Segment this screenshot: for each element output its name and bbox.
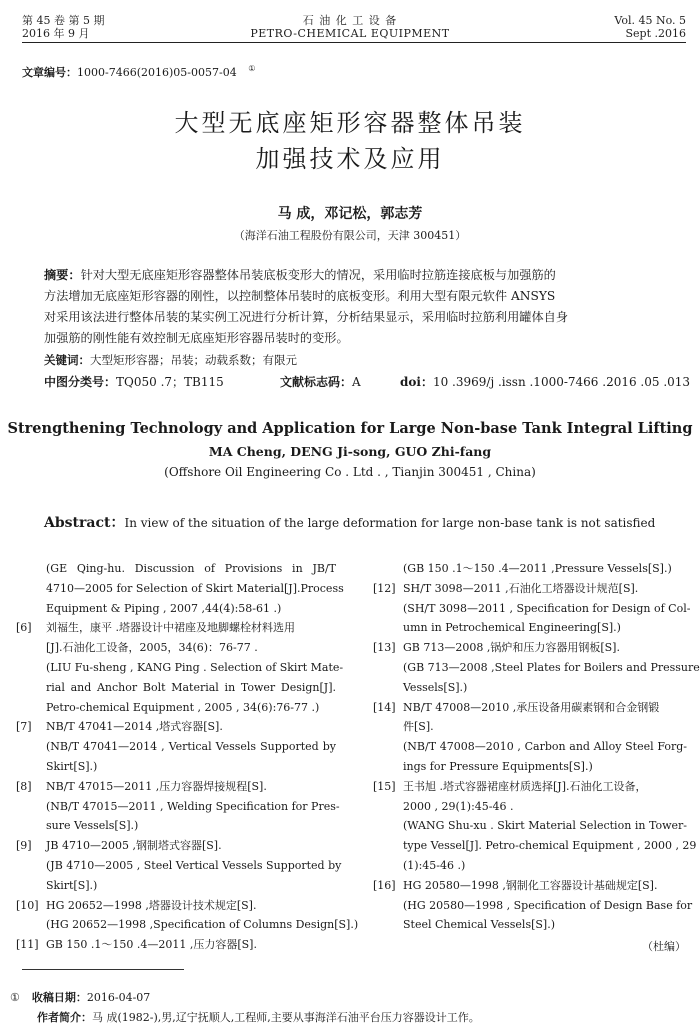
title-line1: 大型无底座矩形容器整体吊装 bbox=[174, 109, 526, 137]
reference-number: [15] bbox=[373, 779, 396, 793]
abstract-cn-line: 加强筋的刚性能有效控制无底座矩形容器吊装时的变形。 bbox=[44, 331, 349, 345]
reference-line bbox=[403, 559, 687, 579]
reference-text: 王书旭 .塔式容器裙座材质选择[J].石油化工设备， bbox=[403, 779, 647, 793]
reference-line bbox=[46, 856, 342, 876]
reference-line bbox=[403, 797, 687, 817]
abstract-cn-line: 针对大型无底座矩形容器整体吊装底板变形大的情况，采用临时拉筋连接底板与加强筋的 bbox=[80, 268, 556, 282]
reference-text: (LIU Fu-sheng , KANG Ping . Selection of Skirt Mate- bbox=[46, 660, 344, 674]
reference-text: umn in Petrochemical Engineering[S].) bbox=[403, 621, 621, 635]
reference-text: NB/T 47008—2010 ,承压设备用碳素钢和合金钢锻 bbox=[403, 700, 660, 714]
reference-entry bbox=[373, 638, 700, 697]
reference-line bbox=[403, 717, 687, 737]
reference-line bbox=[403, 836, 697, 856]
reference-text: (HG 20580—1998 , Specification of Design Base for bbox=[403, 898, 693, 912]
reference-text: sure Vessels[S].) bbox=[46, 819, 139, 833]
reference-number: [13] bbox=[373, 641, 396, 655]
footnote-author bbox=[37, 1009, 480, 1025]
reference-text: Equipment & Piping , 2007 ,44(4):58-61 .) bbox=[46, 601, 282, 615]
footnote-received bbox=[10, 989, 150, 1005]
abstract-cn-line: 对采用该法进行整体吊装的某实例工况进行分析计算，分析结果显示，采用临时拉筋利用罐体自身 bbox=[44, 310, 569, 324]
reference-line bbox=[46, 658, 344, 678]
article-id bbox=[22, 64, 255, 80]
footnote-rule bbox=[22, 969, 184, 970]
reference-text: 刘福生，康平 .塔器设计中裙座及地脚螺栓材料选用 bbox=[46, 621, 295, 635]
classification bbox=[44, 373, 224, 390]
reference-text: 2000 , 29(1):45-46 . bbox=[403, 799, 514, 813]
reference-line bbox=[403, 816, 687, 836]
author-bio-value: 马 成(1982-),男,辽宁抚顺人,工程师,主要从事海洋石油平台压力容器设计工作。 bbox=[92, 1011, 480, 1024]
reference-line bbox=[373, 579, 687, 599]
reference-line bbox=[373, 698, 687, 718]
reference-line bbox=[403, 658, 700, 678]
reference-line bbox=[403, 896, 693, 916]
reference-text: rial and Anchor Bolt Material in Tower Design[J]. bbox=[46, 680, 336, 694]
reference-text: (HG 20652—1998 ,Specification of Columns Design[S].) bbox=[46, 918, 359, 932]
reference-line bbox=[373, 638, 687, 658]
reference-text: type Vessel[J]. Petro-chemical Equipment , 2000 , 29 bbox=[403, 839, 697, 853]
reference-line bbox=[373, 777, 687, 797]
clc-label: 中图分类号： bbox=[44, 375, 117, 389]
reference-entry bbox=[16, 777, 340, 836]
english-abstract-text: In view of the situation of the large deformation for large non-base tank is not satisfied bbox=[124, 516, 656, 530]
keywords-value: 大型矩形容器；吊装；动载系数；有限元 bbox=[90, 353, 297, 367]
reference-line bbox=[46, 698, 336, 718]
doi-value: 10 .3969/j .issn .1000-7466 .2016 .05 .013 bbox=[432, 375, 691, 389]
article-id-note: ① bbox=[248, 64, 256, 74]
reference-number: [8] bbox=[16, 779, 32, 793]
reference-line bbox=[403, 856, 687, 876]
reference-number: [16] bbox=[373, 878, 396, 892]
reference-text: (NB/T 47015—2011 , Welding Specification for Pres- bbox=[46, 799, 340, 813]
reference-number: [10] bbox=[16, 898, 39, 912]
continued-note: （杜编） bbox=[642, 940, 686, 953]
header-date-cn: 2016 年 9 月 bbox=[22, 27, 90, 40]
reference-line bbox=[16, 935, 336, 955]
doi-label: doi： bbox=[400, 375, 433, 389]
english-affiliation: (Offshore Oil Engineering Co . Ltd . , Tianjin 300451 , China) bbox=[164, 465, 536, 479]
reference-line bbox=[46, 816, 336, 836]
reference-number: [9] bbox=[16, 839, 32, 853]
doc-code-value: A bbox=[352, 375, 361, 389]
reference-line bbox=[46, 559, 336, 579]
reference-text: Skirt[S].) bbox=[46, 878, 98, 892]
reference-text: JB 4710—2005 ,钢制塔式容器[S]. bbox=[46, 839, 222, 853]
title-line2: 加强技术及应用 bbox=[255, 145, 445, 173]
references-left bbox=[16, 559, 359, 955]
abstract-cn-label: 摘要： bbox=[44, 268, 81, 282]
reference-line bbox=[16, 618, 336, 638]
header-volume-issue: 第 45 卷 第 5 期 bbox=[22, 14, 105, 27]
affiliation: （海洋石油工程股份有限公司，天津 300451） bbox=[233, 229, 467, 242]
article-id-value: 1000-7466(2016)05-0057-04 bbox=[77, 66, 237, 79]
reference-entry bbox=[373, 876, 693, 935]
reference-line bbox=[403, 915, 687, 935]
header-journal-en: PETRO-CHEMICAL EQUIPMENT bbox=[250, 27, 450, 40]
reference-line bbox=[46, 638, 336, 658]
reference-entry bbox=[16, 896, 359, 936]
reference-text: Petro-chemical Equipment , 2005 , 34(6):76-77 .) bbox=[46, 700, 320, 714]
received-label: 收稿日期： bbox=[31, 991, 87, 1004]
reference-line bbox=[403, 599, 691, 619]
reference-text: Steel Chemical Vessels[S].) bbox=[403, 918, 555, 932]
keywords-label: 关键词： bbox=[44, 353, 90, 367]
reference-entry bbox=[16, 836, 342, 895]
reference-entry bbox=[403, 559, 687, 579]
reference-text: (JB 4710—2005 , Steel Vertical Vessels Supported by bbox=[46, 858, 342, 872]
reference-line bbox=[16, 717, 336, 737]
reference-line bbox=[46, 915, 359, 935]
abstract-cn-line: 方法增加无底座矩形容器的刚性，以控制整体吊装时的底板变形。利用大型有限元软件 ANSYS bbox=[44, 289, 556, 303]
reference-text: GB 713—2008 ,锅炉和压力容器用钢板[S]. bbox=[403, 641, 620, 655]
abstract-cn bbox=[44, 265, 660, 349]
reference-text: (NB/T 47041—2014 , Vertical Vessels Supported by bbox=[46, 740, 336, 754]
reference-text: [J].石油化工设备，2005，34(6)：76-77 . bbox=[46, 641, 258, 655]
reference-text: NB/T 47015—2011 ,压力容器焊接规程[S]. bbox=[46, 779, 267, 793]
reference-text: NB/T 47041—2014 ,塔式容器[S]. bbox=[46, 720, 223, 734]
reference-line bbox=[46, 757, 336, 777]
reference-text: Vessels[S].) bbox=[403, 680, 468, 694]
reference-entry bbox=[373, 579, 691, 638]
reference-text: 件[S]. bbox=[403, 720, 434, 734]
reference-number: [11] bbox=[16, 938, 39, 952]
reference-line bbox=[46, 599, 336, 619]
reference-entry bbox=[16, 935, 336, 955]
reference-line bbox=[46, 737, 336, 757]
reference-entry bbox=[16, 618, 344, 717]
reference-line bbox=[403, 737, 687, 757]
clc-value: TQ050 .7；TB115 bbox=[116, 375, 224, 389]
reference-text: (WANG Shu-xu . Skirt Material Selection in Tower- bbox=[403, 819, 687, 833]
reference-entry bbox=[16, 717, 336, 776]
reference-line bbox=[403, 757, 687, 777]
reference-line bbox=[16, 777, 336, 797]
footnote-mark: ① bbox=[10, 991, 20, 1004]
reference-entry bbox=[373, 698, 687, 777]
reference-text: SH/T 3098—2011 ,石油化工塔器设计规范[S]. bbox=[403, 581, 639, 595]
reference-number: [12] bbox=[373, 581, 396, 595]
reference-number: [6] bbox=[16, 621, 32, 635]
reference-line bbox=[46, 876, 336, 896]
reference-number: [14] bbox=[373, 700, 396, 714]
english-title: Strengthening Technology and Application for Large Non-base Tank Integral Lifting bbox=[7, 420, 693, 437]
reference-line bbox=[373, 876, 687, 896]
reference-text: HG 20652—1998 ,塔器设计技术规定[S]. bbox=[46, 898, 257, 912]
reference-text: Skirt[S].) bbox=[46, 759, 98, 773]
header-vol-no: Vol. 45 No. 5 bbox=[614, 14, 686, 27]
reference-text: HG 20580—1998 ,钢制化工容器设计基础规定[S]. bbox=[403, 878, 658, 892]
reference-line bbox=[46, 797, 340, 817]
reference-text: ings for Pressure Equipments[S].) bbox=[403, 759, 593, 773]
header-rule bbox=[22, 42, 686, 43]
reference-text: (GE Qing-hu. Discussion of Provisions in JB/T bbox=[46, 562, 336, 575]
reference-line bbox=[46, 579, 344, 599]
reference-text: (GB 150 .1～150 .4—2011 ,Pressure Vessels[S].) bbox=[403, 562, 672, 575]
author-bio-label: 作者简介： bbox=[37, 1011, 92, 1024]
doi bbox=[400, 373, 690, 390]
reference-text: (GB 713—2008 ,Steel Plates for Boilers and Pressure bbox=[403, 660, 700, 674]
reference-line bbox=[46, 678, 336, 698]
english-abstract-label: Abstract： bbox=[44, 515, 125, 531]
received-value: 2016-04-07 bbox=[86, 991, 151, 1004]
header-date-en: Sept .2016 bbox=[625, 27, 686, 40]
doc-code bbox=[280, 373, 361, 390]
reference-line bbox=[403, 678, 687, 698]
doc-code-label: 文献标志码： bbox=[280, 375, 353, 389]
reference-number: [7] bbox=[16, 720, 32, 734]
references-right bbox=[373, 559, 700, 935]
english-abstract bbox=[44, 512, 655, 532]
reference-text: (NB/T 47008—2010 , Carbon and Alloy Steel Forg- bbox=[403, 740, 687, 754]
reference-text: GB 150 .1～150 .4—2011 ,压力容器[S]. bbox=[46, 938, 257, 952]
reference-line bbox=[16, 836, 336, 856]
english-authors: MA Cheng, DENG Ji-song, GUO Zhi-fang bbox=[208, 444, 492, 459]
reference-line bbox=[403, 618, 687, 638]
reference-text: (1):45-46 .) bbox=[403, 858, 466, 872]
authors: 马 成，邓记松，郭志芳 bbox=[277, 206, 423, 222]
reference-line bbox=[16, 896, 336, 916]
reference-text: 4710—2005 for Selection of Skirt Material[J].Process bbox=[46, 581, 344, 595]
keywords bbox=[44, 352, 297, 368]
reference-entry bbox=[46, 559, 344, 618]
reference-text: (SH/T 3098—2011 , Specification for Design of Col- bbox=[403, 601, 691, 615]
header-journal-cn: 石 油 化 工 设 备 bbox=[302, 14, 398, 27]
article-id-label: 文章编号： bbox=[22, 66, 77, 79]
reference-entry bbox=[373, 777, 697, 876]
